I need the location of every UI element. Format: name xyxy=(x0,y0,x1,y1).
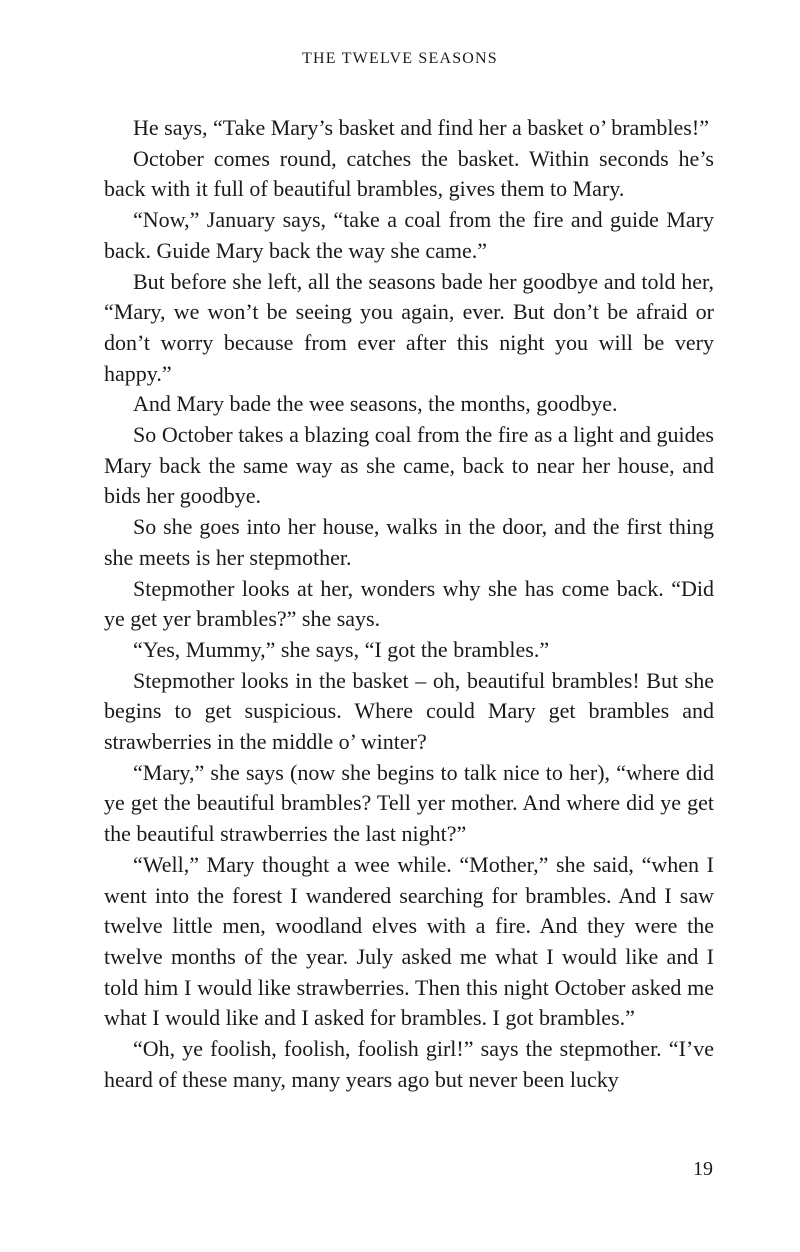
paragraph: And Mary bade the wee seasons, the months, goodbye. xyxy=(133,391,618,417)
paragraph: “Well,” Mary thought a wee while. “Mother,” she said, “when I went into the forest I wandered searching for brambles. And I saw twelve little men, woodland elves with a fire. And they were the twelve months of the year. July asked me what I would like and I told him I would like strawberries. Then this night October asked me what I would like and I asked for brambles. I got brambles.” xyxy=(104,851,714,1031)
paragraph: “Now,” January says, “take a coal from the fire and guide Mary back. Guide Mary back the way she came.” xyxy=(104,207,714,263)
paragraph: “Oh, ye foolish, foolish, foolish girl!” says the stepmother. “I’ve heard of these many, many years ago but never been lucky xyxy=(104,1036,714,1092)
paragraph: Stepmother looks at her, wonders why she has come back. “Did ye get yer brambles?” she says. xyxy=(104,575,714,632)
paragraph: October comes round, catches the basket. Within seconds he’s back with it full of beautiful brambles, gives them to Mary. xyxy=(104,145,714,202)
page-number: 19 xyxy=(693,1158,713,1180)
running-head: THE TWELVE SEASONS xyxy=(302,50,498,67)
paragraph: “Mary,” she says (now she begins to talk nice to her), “where did ye get the beautiful brambles? Tell yer mother. And where did ye get the beautiful strawberries the last night?” xyxy=(104,759,714,847)
paragraph: Stepmother looks in the basket – oh, beautiful brambles! But she begins to get suspicious. Where could Mary get brambles and strawberries in the middle o’ winter? xyxy=(104,667,714,755)
paragraph: So October takes a blazing coal from the fire as a light and guides Mary back the same way as she came, back to near her house, and bids her goodbye. xyxy=(104,422,714,509)
paragraph: “Yes, Mummy,” she says, “I got the brambles.” xyxy=(133,636,550,662)
paragraph: He says, “Take Mary’s basket and find her a basket o’ brambles!” xyxy=(133,115,709,140)
paragraph: But before she left, all the seasons bade her goodbye and told her, “Mary, we won’t be seeing you again, ever. But don’t be afraid or don’t worry because from ever after this night you will be very happy.” xyxy=(104,268,714,386)
paragraph: So she goes into her house, walks in the door, and the first thing she meets is her stepmother. xyxy=(104,514,714,570)
body-text xyxy=(104,113,714,1096)
